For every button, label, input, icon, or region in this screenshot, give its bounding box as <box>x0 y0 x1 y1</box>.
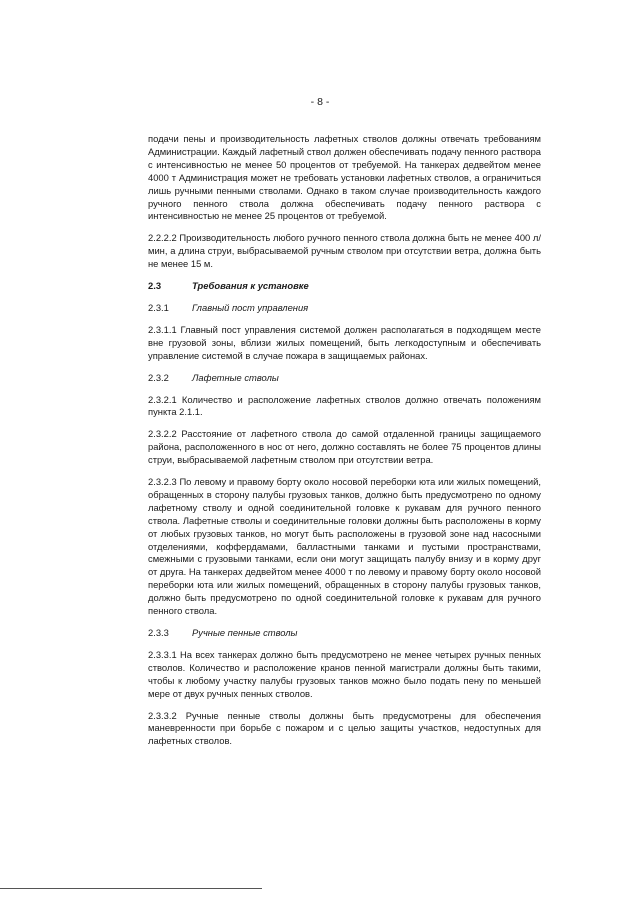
paragraph-2-3-3-1: 2.3.3.1 На всех танкерах должно быть предусмотрено не менее четырех ручных пенных стволов. Количество и расположение кранов пенной магистрали должны быть такими, чтобы к любому участку палубы грузовых танков можно было подать пену по меньшей мере от двух ручных пенных стволов. <box>148 648 541 699</box>
paragraph-2-3-3-2: 2.3.3.2 Ручные пенные стволы должны быть предусмотрены для обеспечения маневренности при борьбе с пожаром и с целью защиты участков, недоступных для лафетных стволов. <box>148 709 541 747</box>
paragraph-2-3-2-1: 2.3.2.1 Количество и расположение лафетных стволов должно отвечать положениям пункта 2.1.1. <box>148 393 541 418</box>
subsection-heading-2-3-2 <box>148 372 541 385</box>
subsection-number: 2.3.2 <box>148 371 169 383</box>
page-number: - 8 - <box>310 96 330 108</box>
subsection-heading-2-3-3 <box>148 627 541 640</box>
paragraph: подачи пены и производительность лафетных стволов должны отвечать требованиям Администрации. Каждый лафетный ствол должен обеспечивать подачу пенного раствора с интенсивностью не менее 50 процентов от требуемой. На танкерах дедвейтом менее 4000 т Администрация может не требовать установки лафетных стволов, а ограничиться лишь ручными пенными стволами. Однако в таком случае производительность каждого ручного пенного ствола должна обеспечивать подачу пенного раствора с интенсивностью не менее 25 процентов от требуемой. <box>148 133 541 222</box>
subsection-number: 2.3.1 <box>148 301 169 313</box>
section-number: 2.3 <box>148 280 162 292</box>
subsection-title: Ручные пенные стволы <box>192 627 298 638</box>
section-heading-2-3 <box>148 280 541 293</box>
paragraph-2-3-2-2: 2.3.2.2 Расстояние от лафетного ствола до самой отдаленной границы защищаемого района, расположенного в нос от него, должно составлять не более 75 процентов длины струи, выбрасываемой лафетным стволом при отсутствии ветра. <box>148 428 541 466</box>
subsection-title: Главный пост управления <box>192 301 309 313</box>
footnote-divider <box>0 888 262 889</box>
document-body <box>148 133 541 757</box>
section-title: Требования к установке <box>192 280 309 292</box>
subsection-heading-2-3-1 <box>148 302 541 315</box>
subsection-title: Лафетные стволы <box>192 371 279 383</box>
paragraph-2-3-1-1: 2.3.1.1 Главный пост управления системой должен располагаться в подходящем месте вне грузовой зоны, вблизи жилых помещений, быть легкодоступным и обеспечивать управление системой в случае пожара в защищаемых районах. <box>148 323 541 361</box>
paragraph-2-2-2-2: 2.2.2.2 Производительность любого ручного пенного ствола должна быть не менее 400 л/мин, а длина струи, выбрасываемой ручным стволом при отсутствии ветра, должна быть не менее 15 м. <box>148 232 541 270</box>
paragraph-2-3-2-3: 2.3.2.3 По левому и правому борту около носовой переборки юта или жилых помещений, обращенных в сторону палубы грузовых танков, должно быть предусмотрено по одному лафетному стволу и одной соединительной головке к рукавам для ручного пенного ствола. Лафетные стволы и соединительные головки должны быть расположены в корму от любых грузовых танков, но могут быть расположены в грузовой зоне над насосными отделениями, коффердамами, балластными танками и пустыми пространствами, смежными с грузовыми танками, если они могут защищать палубу внизу и в корму друг от друга. На танкерах дедвейтом менее 4000 т по левому и правому борту около носовой переборки юта или жилых помещений, обращенных в сторону палубы грузовых танков, должно быть предусмотрено по одной соединительной головке к рукавам для ручного пенного ствола. <box>148 476 541 617</box>
subsection-number: 2.3.3 <box>148 627 169 638</box>
